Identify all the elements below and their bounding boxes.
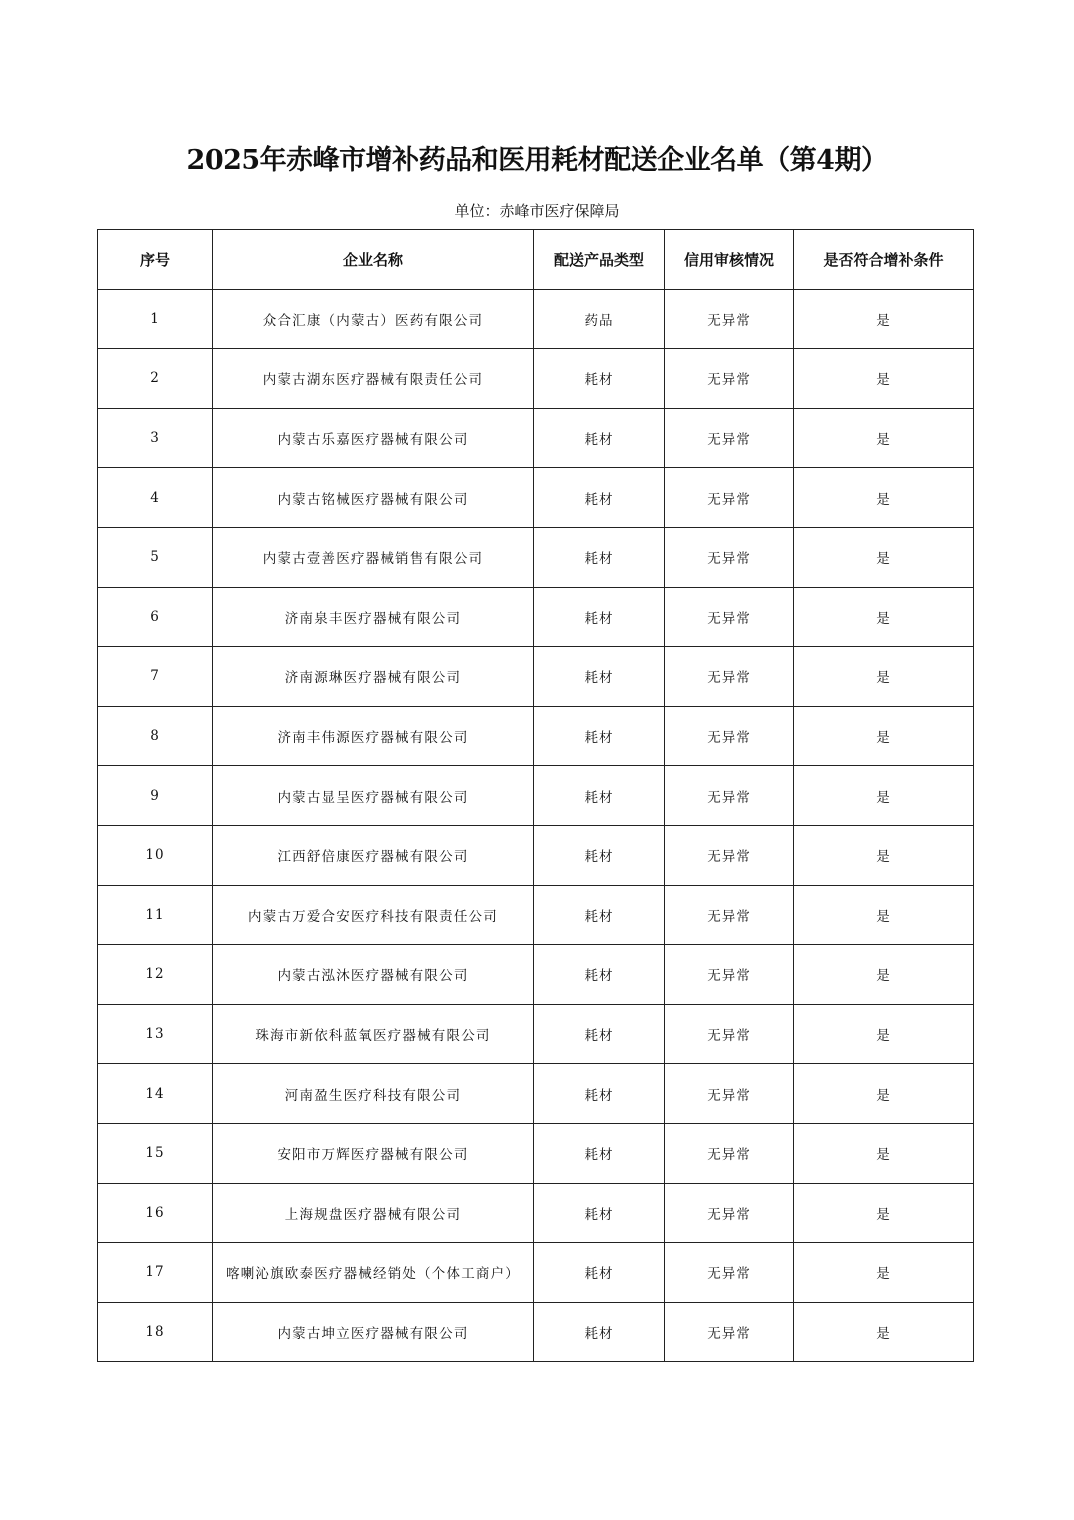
table-row	[98, 587, 974, 647]
table-row	[98, 1302, 974, 1362]
document-title: 2025年赤峰市增补药品和医用耗材配送企业名单（第4期）	[186, 145, 888, 176]
cell-company-name: 上海规盘医疗器械有限公司	[213, 1183, 534, 1243]
cell-eligibility: 是	[794, 1004, 974, 1064]
cell-product-type: 耗材	[534, 706, 665, 766]
cell-seq: 2	[98, 349, 213, 409]
cell-product-type: 耗材	[534, 766, 665, 826]
cell-company-name: 珠海市新依科蓝氧医疗器械有限公司	[213, 1004, 534, 1064]
cell-credit-review: 无异常	[665, 289, 794, 349]
cell-eligibility: 是	[794, 1183, 974, 1243]
cell-eligibility: 是	[794, 885, 974, 945]
header-product-type: 配送产品类型	[534, 230, 665, 290]
table-row	[98, 1064, 974, 1124]
table-row	[98, 647, 974, 707]
header-eligibility: 是否符合增补条件	[794, 230, 974, 290]
cell-company-name: 内蒙古湖东医疗器械有限责任公司	[213, 349, 534, 409]
cell-credit-review: 无异常	[665, 1064, 794, 1124]
table-row	[98, 349, 974, 409]
table-row	[98, 1243, 974, 1303]
cell-credit-review: 无异常	[665, 945, 794, 1005]
cell-company-name: 内蒙古铭械医疗器械有限公司	[213, 468, 534, 528]
table-row	[98, 1123, 974, 1183]
cell-seq: 14	[98, 1064, 213, 1124]
cell-product-type: 耗材	[534, 408, 665, 468]
cell-company-name: 河南盈生医疗科技有限公司	[213, 1064, 534, 1124]
table-row	[98, 945, 974, 1005]
table-row	[98, 408, 974, 468]
cell-credit-review: 无异常	[665, 706, 794, 766]
header-seq: 序号	[98, 230, 213, 290]
cell-company-name: 济南丰伟源医疗器械有限公司	[213, 706, 534, 766]
cell-product-type: 耗材	[534, 1123, 665, 1183]
cell-eligibility: 是	[794, 408, 974, 468]
header-credit-review: 信用审核情况	[665, 230, 794, 290]
cell-seq: 3	[98, 408, 213, 468]
cell-seq: 13	[98, 1004, 213, 1064]
cell-seq: 17	[98, 1243, 213, 1303]
cell-product-type: 耗材	[534, 945, 665, 1005]
header-company-name: 企业名称	[213, 230, 534, 290]
cell-seq: 5	[98, 527, 213, 587]
cell-seq: 15	[98, 1123, 213, 1183]
cell-company-name: 内蒙古显呈医疗器械有限公司	[213, 766, 534, 826]
cell-product-type: 耗材	[534, 1243, 665, 1303]
table-row	[98, 289, 974, 349]
cell-product-type: 耗材	[534, 825, 665, 885]
table-row	[98, 1004, 974, 1064]
cell-product-type: 耗材	[534, 1183, 665, 1243]
cell-credit-review: 无异常	[665, 825, 794, 885]
cell-seq: 4	[98, 468, 213, 528]
cell-credit-review: 无异常	[665, 1004, 794, 1064]
cell-product-type: 耗材	[534, 349, 665, 409]
cell-eligibility: 是	[794, 349, 974, 409]
cell-credit-review: 无异常	[665, 647, 794, 707]
cell-company-name: 内蒙古泓沐医疗器械有限公司	[213, 945, 534, 1005]
cell-product-type: 耗材	[534, 1004, 665, 1064]
issuing-unit: 单位：赤峰市医疗保障局	[454, 202, 620, 220]
cell-company-name: 众合汇康（内蒙古）医药有限公司	[213, 289, 534, 349]
cell-seq: 9	[98, 766, 213, 826]
cell-credit-review: 无异常	[665, 527, 794, 587]
table-row	[98, 825, 974, 885]
cell-eligibility: 是	[794, 527, 974, 587]
cell-eligibility: 是	[794, 945, 974, 1005]
cell-seq: 16	[98, 1183, 213, 1243]
table-row	[98, 1183, 974, 1243]
cell-company-name: 济南泉丰医疗器械有限公司	[213, 587, 534, 647]
cell-eligibility: 是	[794, 1302, 974, 1362]
table-row	[98, 527, 974, 587]
cell-credit-review: 无异常	[665, 766, 794, 826]
cell-eligibility: 是	[794, 825, 974, 885]
header-row	[98, 230, 974, 290]
cell-product-type: 耗材	[534, 1064, 665, 1124]
cell-product-type: 耗材	[534, 527, 665, 587]
cell-seq: 11	[98, 885, 213, 945]
cell-seq: 10	[98, 825, 213, 885]
cell-credit-review: 无异常	[665, 1302, 794, 1362]
cell-eligibility: 是	[794, 289, 974, 349]
cell-company-name: 内蒙古坤立医疗器械有限公司	[213, 1302, 534, 1362]
table-header	[98, 230, 974, 290]
cell-credit-review: 无异常	[665, 349, 794, 409]
cell-eligibility: 是	[794, 1064, 974, 1124]
cell-seq: 1	[98, 289, 213, 349]
cell-product-type: 药品	[534, 289, 665, 349]
cell-seq: 6	[98, 587, 213, 647]
table-row	[98, 706, 974, 766]
cell-eligibility: 是	[794, 766, 974, 826]
table-row	[98, 766, 974, 826]
cell-credit-review: 无异常	[665, 1243, 794, 1303]
cell-eligibility: 是	[794, 1243, 974, 1303]
cell-company-name: 内蒙古万爱合安医疗科技有限责任公司	[213, 885, 534, 945]
cell-eligibility: 是	[794, 468, 974, 528]
cell-eligibility: 是	[794, 706, 974, 766]
cell-company-name: 济南源琳医疗器械有限公司	[213, 647, 534, 707]
cell-product-type: 耗材	[534, 587, 665, 647]
cell-company-name: 内蒙古壹善医疗器械销售有限公司	[213, 527, 534, 587]
cell-credit-review: 无异常	[665, 408, 794, 468]
cell-credit-review: 无异常	[665, 885, 794, 945]
cell-credit-review: 无异常	[665, 1183, 794, 1243]
cell-credit-review: 无异常	[665, 587, 794, 647]
cell-credit-review: 无异常	[665, 468, 794, 528]
cell-company-name: 内蒙古乐嘉医疗器械有限公司	[213, 408, 534, 468]
cell-seq: 18	[98, 1302, 213, 1362]
cell-product-type: 耗材	[534, 885, 665, 945]
cell-company-name: 江西舒倍康医疗器械有限公司	[213, 825, 534, 885]
enterprise-table	[97, 229, 974, 1362]
cell-product-type: 耗材	[534, 468, 665, 528]
cell-eligibility: 是	[794, 587, 974, 647]
table-body	[98, 289, 974, 1362]
cell-company-name: 喀喇沁旗欧泰医疗器械经销处（个体工商户）	[213, 1243, 534, 1303]
cell-product-type: 耗材	[534, 1302, 665, 1362]
cell-credit-review: 无异常	[665, 1123, 794, 1183]
cell-eligibility: 是	[794, 647, 974, 707]
cell-seq: 12	[98, 945, 213, 1005]
cell-seq: 8	[98, 706, 213, 766]
cell-product-type: 耗材	[534, 647, 665, 707]
cell-company-name: 安阳市万辉医疗器械有限公司	[213, 1123, 534, 1183]
cell-eligibility: 是	[794, 1123, 974, 1183]
table-row	[98, 468, 974, 528]
cell-seq: 7	[98, 647, 213, 707]
table-row	[98, 885, 974, 945]
